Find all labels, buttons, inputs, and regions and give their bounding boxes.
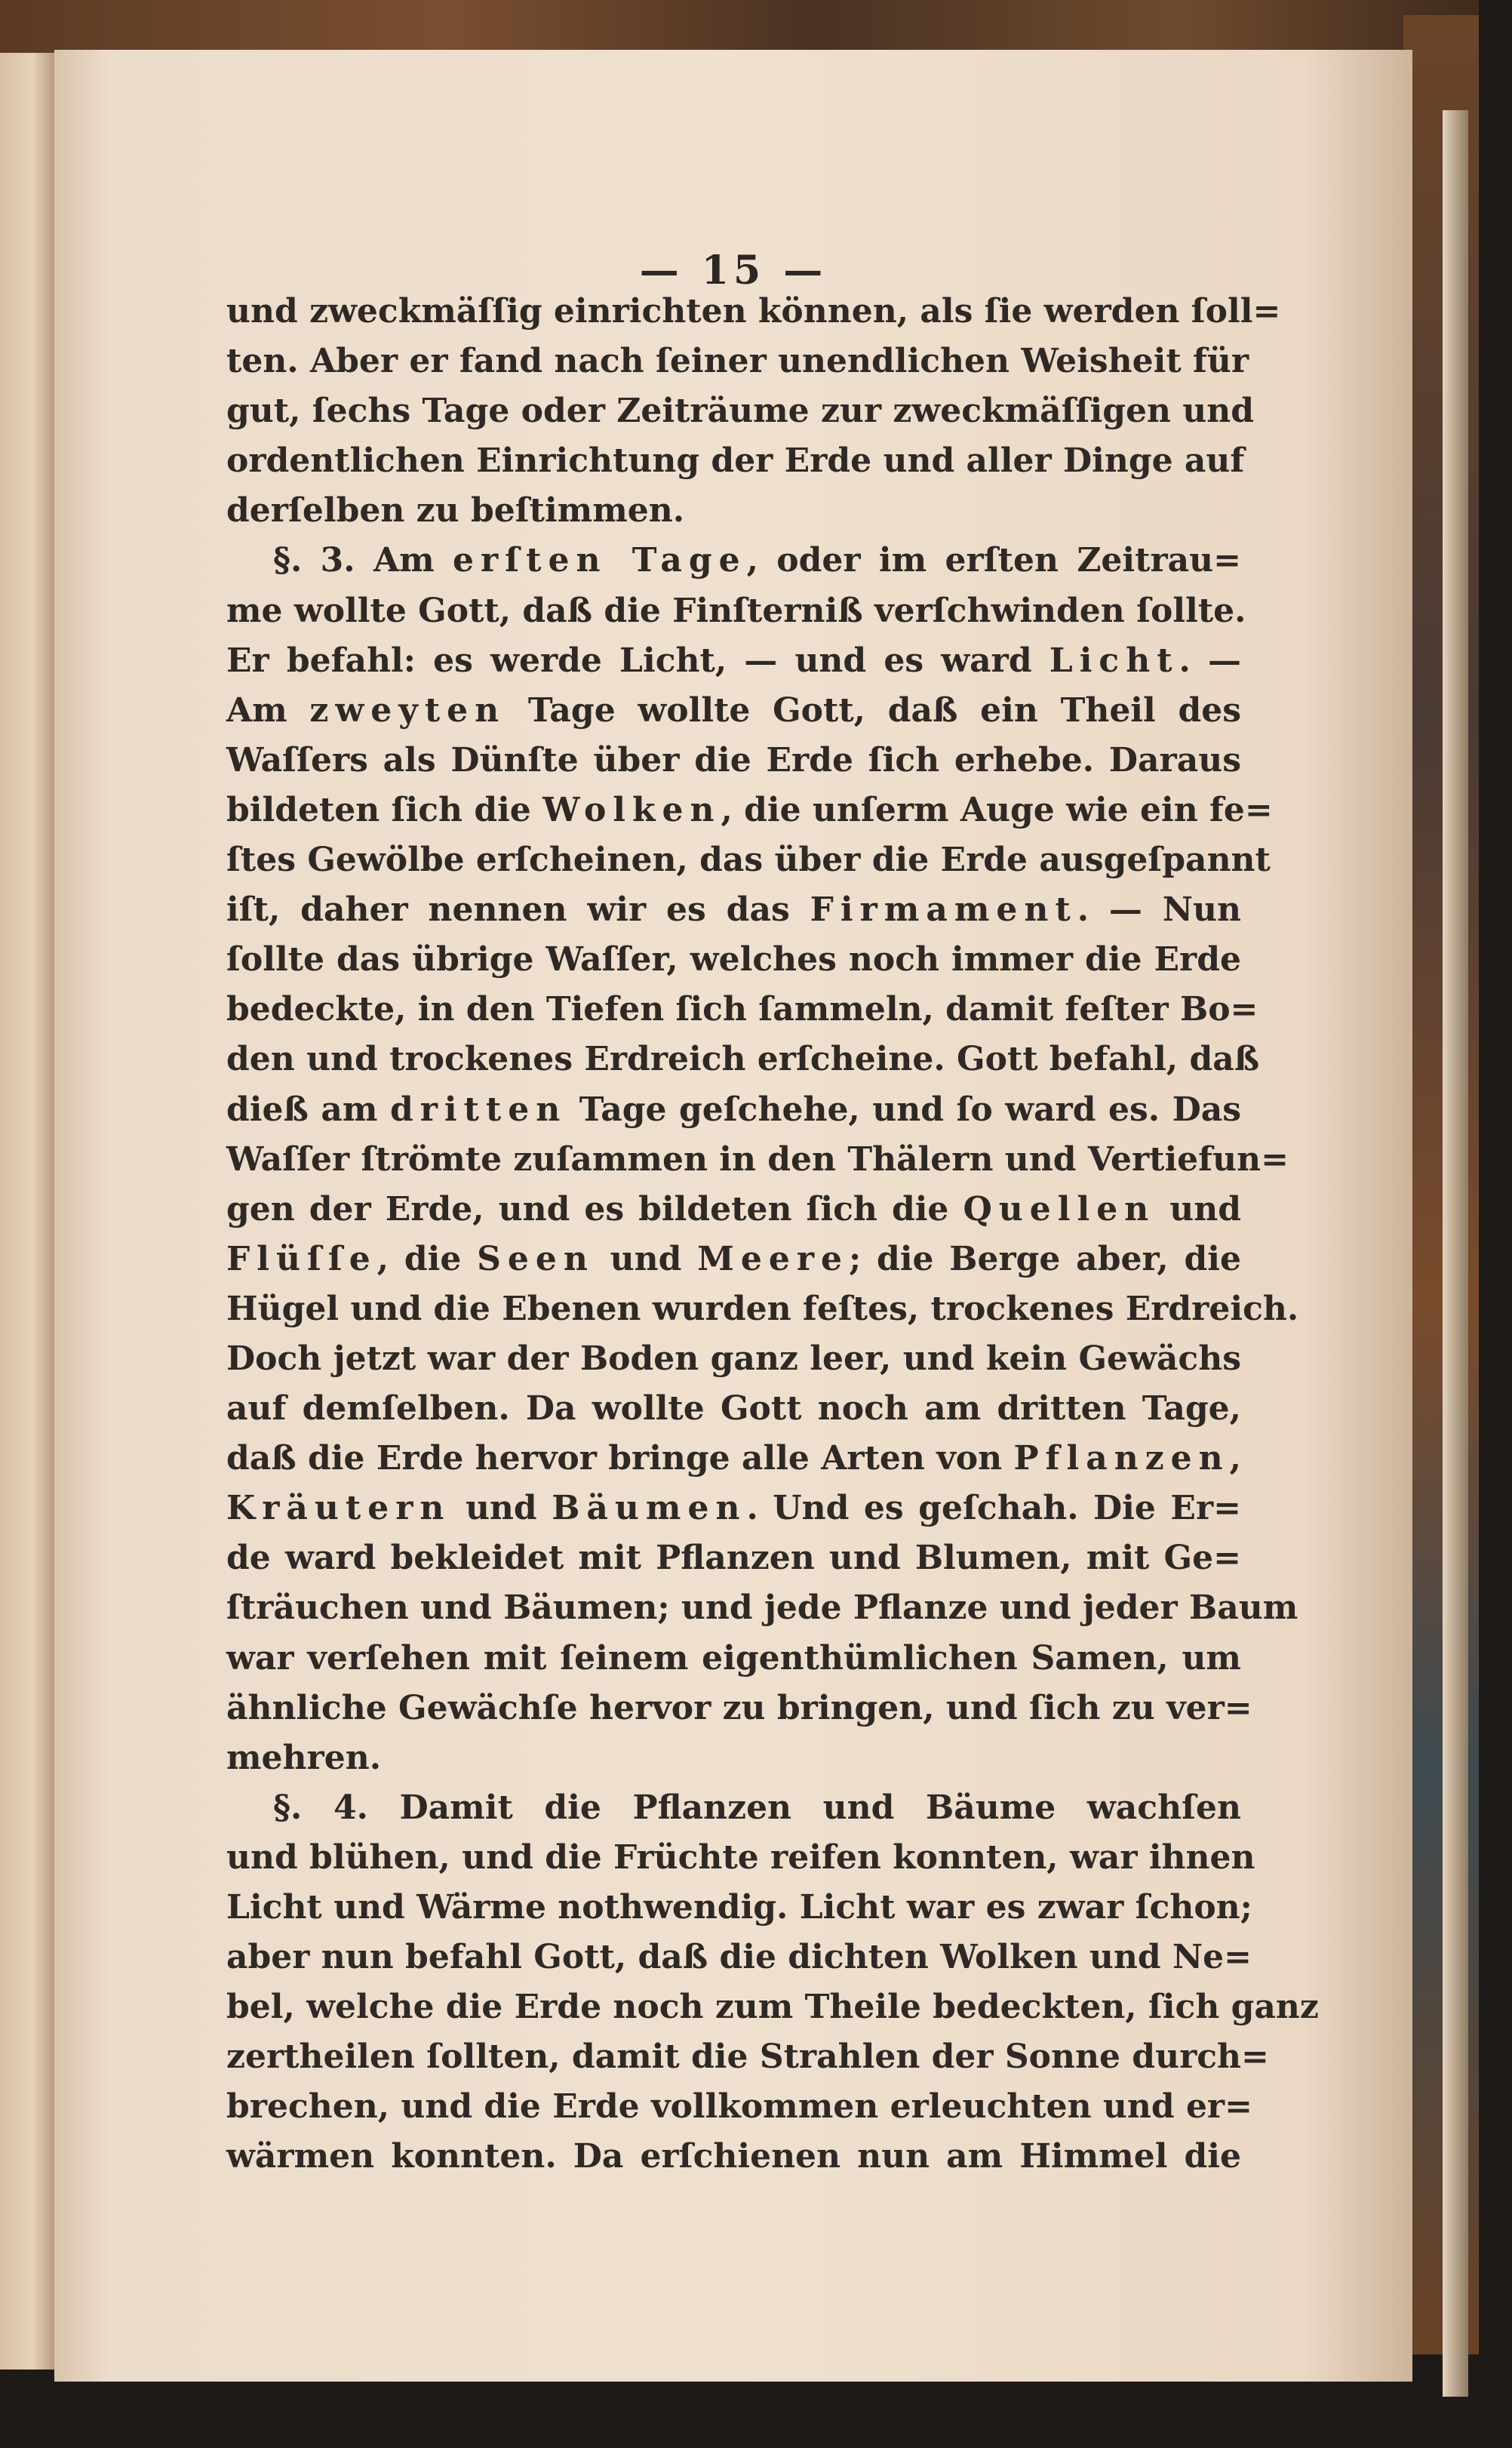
text-line [226,486,1241,536]
text-line [226,2082,1252,2132]
spaced-emphasis-text: Meere [697,1239,850,1278]
text-segment: bedeckte, in den Tiefen ſich ſammeln, damit feſter Bo= [226,990,1258,1029]
text-segment: , die unſerm Auge wie ein fe= [721,790,1273,829]
text-line [226,1533,1241,1583]
text-segment: und [450,1489,552,1528]
text-line [226,1135,1289,1185]
text-line [226,1933,1252,1982]
text-line [226,885,1241,935]
spaced-emphasis-text: Wolken [542,790,721,829]
text-segment: me wollte Gott, daß die Finſterniß verſchwinden ſollte. [226,591,1246,630]
text-segment: gen der Erde, und es bildeten ſich die [226,1189,963,1229]
text-segment: Er befahl: es werde Licht, — und es ward [226,641,1049,680]
text-line [226,287,1281,337]
spaced-emphasis-text: Bäumen [552,1489,747,1528]
text-line [226,686,1241,736]
text-segment: ordentlichen Einrichtung der Erde und aller Dinge auf [226,441,1245,481]
text-segment: , die [376,1239,478,1278]
text-line [226,436,1245,486]
text-segment: , [1229,1439,1241,1478]
spaced-emphasis-text: dritten [389,1090,567,1129]
text-line [226,1434,1241,1484]
spaced-emphasis-text: Flüſſe [226,1239,377,1278]
text-line [226,1384,1241,1434]
text-line [226,1634,1241,1684]
text-segment: derſelben zu beſtimmen. [226,491,685,531]
text-segment: und blühen, und die Früchte reifen konnten, war ihnen [226,1838,1255,1877]
text-segment: Waſſer ſtrömte zuſammen in den Thälern und Vertiefun= [226,1139,1289,1179]
text-segment: Tage geſchehe, und ſo ward es. Das [567,1090,1242,1129]
text-line [226,586,1246,636]
text-segment: Am [226,690,310,730]
text-line [226,2032,1269,2082]
text-segment: den und trockenes Erdreich erſcheine. Gott befahl, daß [226,1040,1260,1079]
spaced-emphasis-text: Licht [1049,641,1179,680]
spaced-emphasis-text: Seen [477,1239,595,1278]
page-number: — 15 — [639,248,828,294]
spaced-emphasis-text: erſten Tage [453,541,747,580]
text-line [226,1235,1241,1284]
text-segment: Doch jetzt war der Boden ganz leer, und kein Gewächs [226,1339,1241,1378]
text-segment: ähnliche Gewächſe hervor zu bringen, und ſich zu ver= [226,1688,1252,1727]
text-line [226,337,1249,386]
text-segment: dieß am [226,1090,390,1129]
text-segment: und [594,1239,698,1278]
text-line [226,835,1271,885]
text-segment: de ward bekleidet mit Pflanzen und Blumen, mit Ge= [226,1539,1241,1578]
text-segment: brechen, und die Erde vollkommen erleuchten und er= [226,2087,1252,2127]
text-segment: Waſſers als Dünſte über die Erde ſich erhebe. Daraus [226,740,1241,780]
spaced-emphasis-text: Firmament [810,890,1077,930]
text-segment: , oder im erſten Zeitrau= [746,541,1242,580]
spaced-emphasis-text: Quellen [963,1189,1156,1229]
text-line [226,985,1258,1035]
text-segment: war verſehen mit ſeinem eigenthümlichen Samen, um [226,1638,1241,1678]
text-line [226,1085,1241,1135]
text-segment: ſollte das übrige Waſſer, welches noch immer die Erde [226,940,1241,980]
page-body-text [226,287,1319,2182]
spaced-emphasis-text: Pflanzen [1013,1439,1230,1478]
text-segment: und zweckmäſſig einrichten können, als ſie werden ſoll= [226,292,1281,331]
spaced-emphasis-text: Kräutern [226,1489,451,1528]
text-line [226,1833,1255,1883]
page-stack-edge [1443,110,1468,2397]
text-segment: . Und es geſchah. Die Er= [746,1489,1241,1528]
spaced-emphasis-text: zweyten [309,690,506,730]
text-segment: §. 3. Am [273,541,453,580]
text-line [226,1334,1241,1384]
text-segment: daß die Erde hervor bringe alle Arten von [226,1439,1014,1478]
text-line [226,935,1241,985]
text-line [226,736,1241,786]
text-segment: aber nun befahl Gott, daß die dichten Wolken und Ne= [226,1938,1252,1977]
text-line [226,1982,1319,2032]
text-line [226,1783,1241,1833]
text-line [226,1284,1299,1334]
text-segment: wärmen konnten. Da erſchienen nun am Himmel die [226,2137,1241,2176]
text-segment: Licht und Wärme nothwendig. Licht war es zwar ſchon; [226,1888,1252,1927]
text-segment: Tage wollte Gott, daß ein Theil des [506,690,1241,730]
text-line [226,1583,1298,1633]
text-segment: mehren. [226,1738,382,1777]
text-segment: iſt, daher nennen wir es das [226,890,810,930]
text-line [226,386,1255,436]
text-segment: und [1155,1189,1241,1229]
text-segment: §. 4. Damit die Pflanzen und Bäume wachſen [273,1788,1241,1827]
text-segment: gut, ſechs Tage oder Zeiträume zur zweckmäſſigen und [226,392,1255,431]
text-segment: . — Nun [1077,890,1242,930]
text-segment: ſträuchen und Bäumen; und jede Pflanze und jeder Baum [226,1588,1298,1628]
text-line [226,2132,1241,2182]
text-segment: zertheilen ſollten, damit die Strahlen der Sonne durch= [226,2037,1269,2077]
text-segment: bildeten ſich die [226,790,543,829]
text-line [226,636,1241,686]
text-line [226,1484,1241,1533]
text-line [226,1883,1252,1933]
text-segment: . — [1179,641,1242,680]
text-line [226,786,1273,835]
text-line [226,536,1241,586]
text-line [226,1035,1260,1084]
text-line [226,1185,1241,1235]
left-page-edge [0,53,54,2370]
text-segment: ; die Berge aber, die [849,1239,1241,1278]
text-segment: ten. Aber er fand nach ſeiner unendlichen Weisheit für [226,342,1249,381]
text-line [226,1733,1241,1783]
text-segment: auf demſelben. Da wollte Gott noch am dritten Tage, [226,1389,1241,1429]
text-segment: Hügel und die Ebenen wurden feſtes, trockenes Erdreich. [226,1289,1299,1328]
text-segment: bel, welche die Erde noch zum Theile bedeckten, ſich ganz [226,1988,1319,2027]
text-line [226,1684,1252,1733]
text-segment: ſtes Gewölbe erſcheinen, das über die Erde ausgeſpannt [226,841,1271,880]
